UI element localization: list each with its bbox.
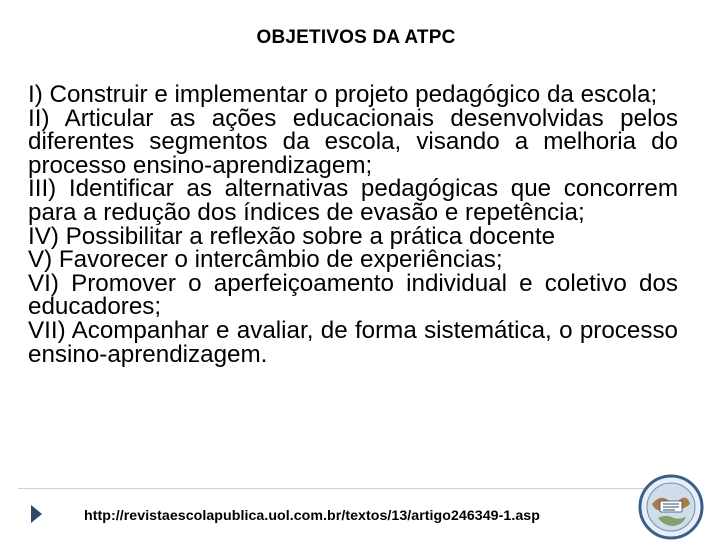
objective-item-2: II) Articular as ações educacionais desenvolvidas pelos diferentes segmentos da escola, visando a melhoria do processo ensino-aprendizagem; bbox=[28, 104, 678, 179]
footer bbox=[0, 488, 720, 540]
objective-item-4: IV) Possibilitar a reflexão sobre a prática docente bbox=[28, 222, 556, 250]
source-link[interactable]: http://revistaescolapublica.uol.com.br/textos/13/artigo246349-1.asp bbox=[84, 508, 540, 524]
objective-item-5: V) Favorecer o intercâmbio de experiências; bbox=[28, 246, 503, 274]
play-arrow-icon[interactable] bbox=[31, 505, 42, 523]
school-globe-logo-icon bbox=[638, 474, 704, 540]
footer-divider bbox=[18, 488, 678, 489]
objective-item-6: VI) Promover o aperfeiçoamento individual e coletivo dos educadores; bbox=[28, 269, 678, 321]
objectives-list bbox=[28, 83, 678, 366]
slide-title: OBJETIVOS DA ATPC bbox=[256, 27, 456, 48]
objective-item-1: I) Construir e implementar o projeto pedagógico da escola; bbox=[28, 81, 658, 108]
objective-item-3: III) Identificar as alternativas pedagógicas que concorrem para a redução dos índices de evasão e repetência; bbox=[28, 175, 678, 226]
objective-item-7: VII) Acompanhar e avaliar, de forma sistemática, o processo ensino-aprendizagem. bbox=[28, 316, 678, 368]
